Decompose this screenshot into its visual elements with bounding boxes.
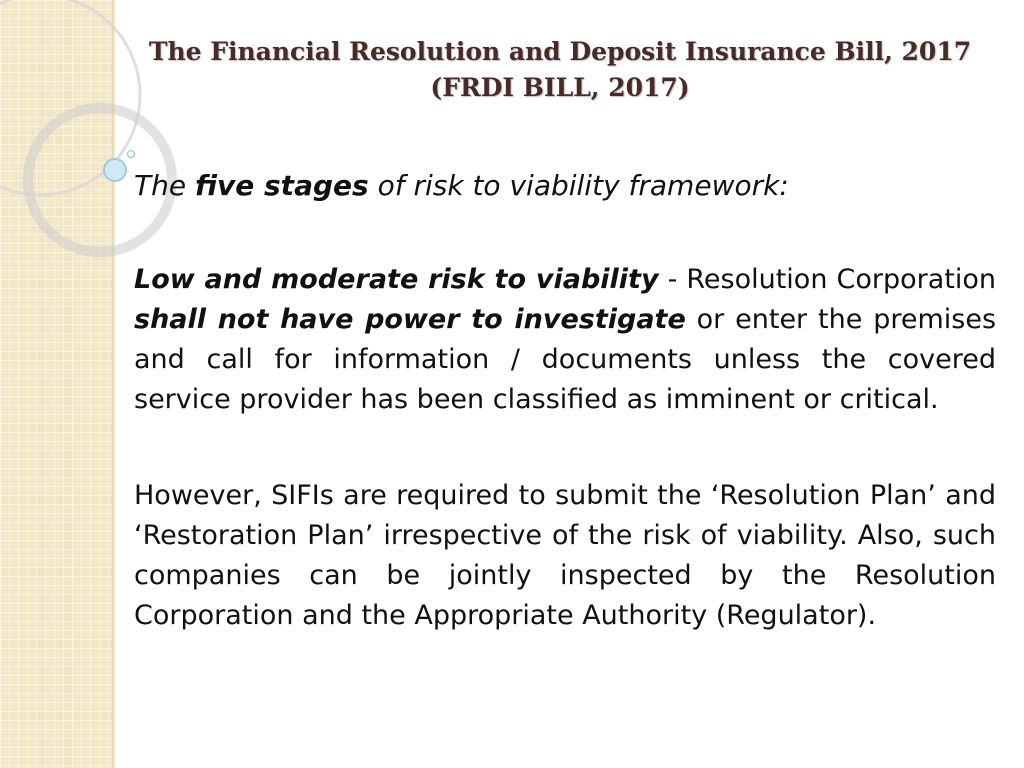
title-line-1: The Financial Resolution and Deposit Insurance Bill, 2017: [148, 37, 972, 66]
intro-line: [134, 166, 996, 206]
intro-suffix: of risk to viability framework:: [368, 169, 789, 202]
paragraph1-lead: Low and moderate risk to viability: [134, 264, 659, 295]
blue-dot-icon: [104, 159, 126, 181]
slide-title: [140, 34, 980, 106]
slide-body: [134, 166, 996, 636]
paragraph1-text1: - Resolution Corporation: [658, 264, 996, 295]
paragraph1-emphasis: shall not have power to investigate: [134, 304, 686, 335]
paragraph-sifis: However, SIFIs are required to submit the ‘Resolution Plan’ and ‘Restoration Plan’ irrespective of the risk of viability. Also, such companies can be jointly inspected by the Resolution Corporation and the Appropriate Authority (Regulator).: [134, 480, 996, 631]
small-ring-icon: [128, 151, 135, 158]
title-line-2: (FRDI BILL, 2017): [430, 73, 690, 102]
paragraph1-text2: or enter the premises and call for information / documents unless the covered service provider has been classified as imminent or critical.: [134, 304, 997, 415]
paragraph-low-moderate-risk: [134, 260, 996, 420]
intro-prefix: The: [134, 169, 195, 202]
intro-emphasis: five stages: [194, 169, 369, 202]
